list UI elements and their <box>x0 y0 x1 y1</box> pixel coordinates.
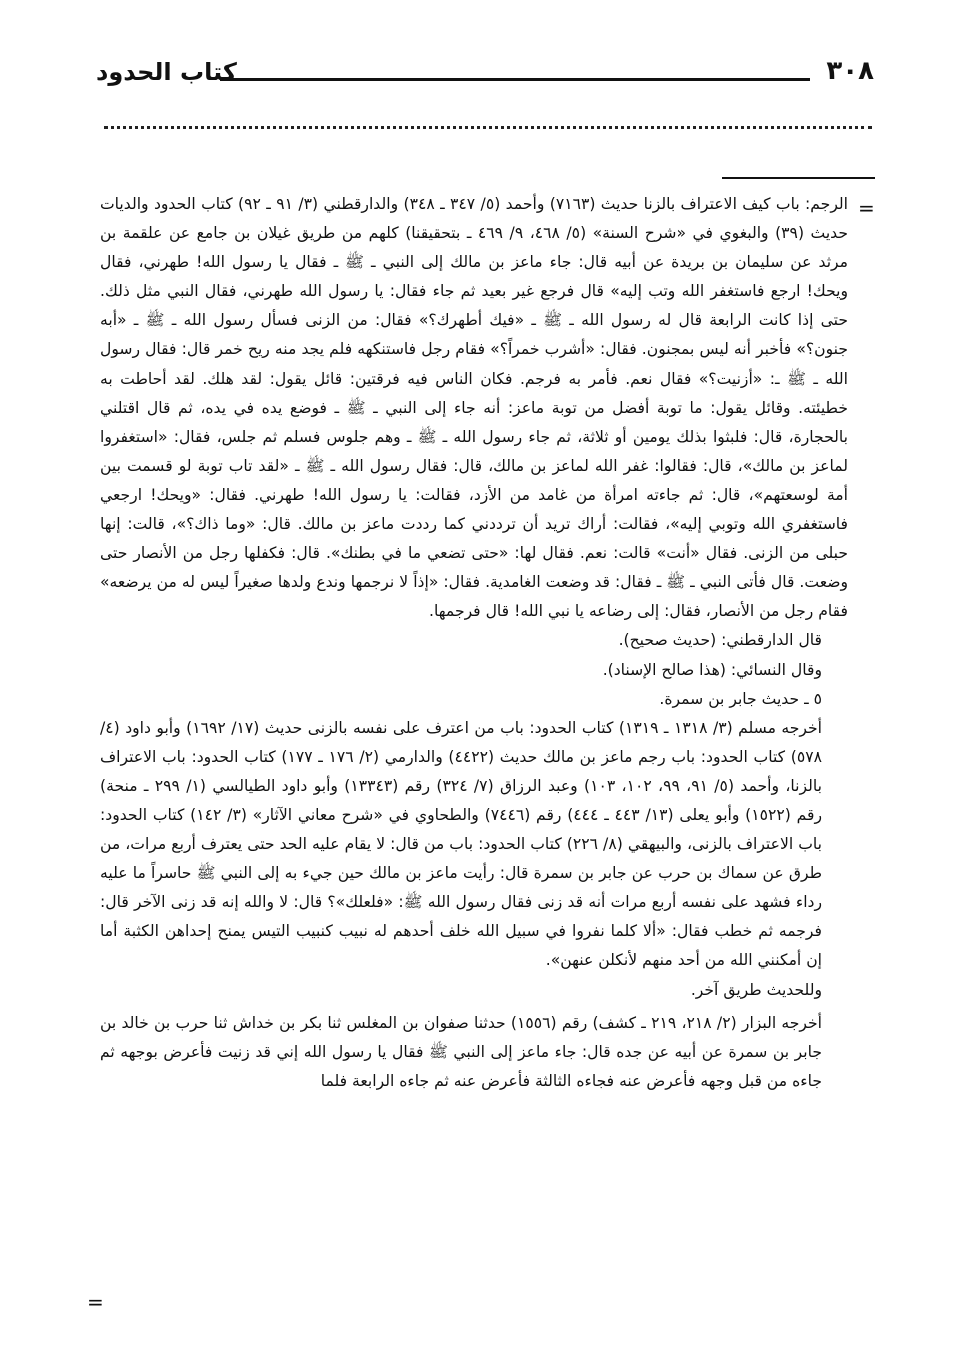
page-header <box>96 56 874 96</box>
continuation-mark-top: = <box>858 196 875 220</box>
page-number: ٣٠٨ <box>826 56 874 86</box>
footnote-rule <box>722 177 875 179</box>
header-rule <box>220 78 810 81</box>
paragraph-daraqutni-grading: قال الدارقطني: (حديث صحيح). <box>618 631 822 650</box>
book-title: كتاب الحدود <box>96 58 237 86</box>
paragraph-takhrij-bazzar: أخرجه البزار (٢/ ٢١٨، ٢١٩ ـ كشف) رقم (١٥٥٦) حدثنا صفوان بن المغلس ثنا بكر بن خداش ثنا حرب بن خالد بن جابر بن سمرة عن أبيه عن جده قال: جاء ماعز إلى النبي ﷺ فقال يا رسول الله إني قد زنيت فأعرض بوجهه ثم جاءه من قبل وجهه فأعرض عنه فجاءه الثالثة فأعرض عنه ثم جاءه الرابعة فلما <box>100 1013 823 1090</box>
paragraph-hadith-heading: ٥ ـ حديث جابر بن سمرة. <box>659 689 822 708</box>
paragraph-nasai-grading: وقال النسائي: (هذا صالح الإسناد). <box>602 660 822 679</box>
continuation-mark-bottom: = <box>87 1290 104 1314</box>
footnote-body <box>100 190 848 1096</box>
paragraph-other-route: وللحديث طريق آخر. <box>690 980 822 999</box>
paragraph-takhrij-buraydah: الرجم: باب كيف الاعتراف بالزنا حديث (٧١٦٣) وأحمد (٥/ ٣٤٧ ـ ٣٤٨) والدارقطني (٣/ ٩١ ـ ٩٢) كتاب الحدود والديات حديث (٣٩) والبغوي في «شرح السنة» (٥/ ٤٦٨، ٩/ ٤٦٩ ـ بتحقيقنا) كلهم من طريق غيلان بن جامع عن علقمة بن مرثد عن سليمان بن بريدة عن أبيه قال: جاء ماعز بن مالك إلى النبي ـ ﷺ ـ فقال يا رسول الله! طهرني، فقال ويحك! ارجع فاستغفر الله وتب إليه» قال فرجع غير بعيد ثم جاء فقال: يا رسول الله طهرني، فقال النبي مثل ذلك. حتى إذا كانت الرابعة قال له رسول الله ـ ﷺ ـ «فيك أطهرك؟» فقال: من الزنى فسأل رسول الله ـ ﷺ ـ «أبه جنون؟» فأخبر أنه ليس بمجنون. فقال: «أشرب خمراً؟» فقام رجل فاستنكهه فلم يجد منه ريح خمر قال: فقال رسول الله ـ ﷺ ـ: «أزنيت؟» فقال نعم. فأمر به فرجم. فكان الناس فيه فرقتين: قائل يقول: لقد هلك. لقد أحاطت به خطيئته. وقائل يقول: ما توبة أفضل من توبة ماعز: أنه جاء إلى النبي ـ ﷺ ـ فوضع يده في يده، ثم قال اقتلني بالحجارة، قال: فلبثوا بذلك يومين أو ثلاثة، ثم جاء رسول الله ـ ﷺ ـ وهم جلوس فسلم ثم جلس، فقال: «استغفروا لماعز بن مالك»، قال: فقالوا: غفر الله لماعز بن مالك، قال: فقال رسول الله ـ ﷺ ـ «لقد تاب توبة لو قسمت بين أمة لوسعتهم»، قال: ثم جاءته امرأة من غامد من الأزد، فقالت: يا رسول الله! طهرني. فقال: «ويحك! ارجعي فاستغفري الله وتوبي إليه»، فقالت: أراك تريد أن ترددني كما رددت ماعز بن مالك. قال: «وما ذاك؟»، قالت: إنها حبلى من الزنى. فقال «أنت» قالت: نعم. فقال لها: «حتى تضعي ما في بطنك». قال: فكفلها رجل من الأنصار حتى وضعت. قال فأتى النبي ـ ﷺ ـ فقال: قد وضعت الغامدية. فقال: «إذاً لا نرجمها وندع ولدها صغيراً ليس له من يرضعه» فقام رجل من الأنصار، فقال: إلى رضاعه يا نبي الله! قال فرجمها. <box>100 195 849 621</box>
paragraph-takhrij-muslim: أخرجه مسلم (٣/ ١٣١٨ ـ ١٣١٩) كتاب الحدود: باب من اعترف على نفسه بالزنى حديث (١٧/ ١٦٩٢) وأبو داود (٤/ ٥٧٨) كتاب الحدود: باب رجم ماعز بن مالك حديث (٤٤٢٢) والدارمي (٢/ ١٧٦ ـ ١٧٧) كتاب الحدود: باب الاعتراف بالزنا، وأحمد (٥/ ٩١، ٩٩، ١٠٢، ١٠٣) وعبد الرزاق (٧/ ٣٢٤) رقم (١٣٣٤٣) وأبو داود الطيالسي (١/ ٢٩٩ ـ منحة) رقم (١٥٢٢) وأبو يعلى (١٣/ ٤٤٣ ـ ٤٤٤) رقم (٧٤٤٦) والطحاوي في «شرح معاني الآثار» (٣/ ١٤٢) كتاب الحدود: باب الاعتراف بالزنى، والبيهقي (٨/ ٢٢٦) كتاب الحدود: باب من قال: لا يقام عليه الحد حتى يعترف أربع مرات، من طرق عن سماك بن حرب عن جابر بن سمرة قال: رأيت ماعز بن مالك حين جيء به إلى النبي ﷺ حاسراً ما عليه رداء فشهد على نفسه أربع مرات أنه قد زنى فقال رسول الله ﷺ: «فلعلك»؟ قال: لا والله إنه قد زنى الآخر قال: فرجمه ثم خطب فقال: «ألا كلما نفروا في سبيل الله خلف أحدهم له نبيب كنبيب التيس يمنح إحداهن الكثبة أما إن أمكنني الله من أحد منهم لأنكلن عنهن». <box>100 718 823 970</box>
dotted-separator <box>104 126 872 129</box>
